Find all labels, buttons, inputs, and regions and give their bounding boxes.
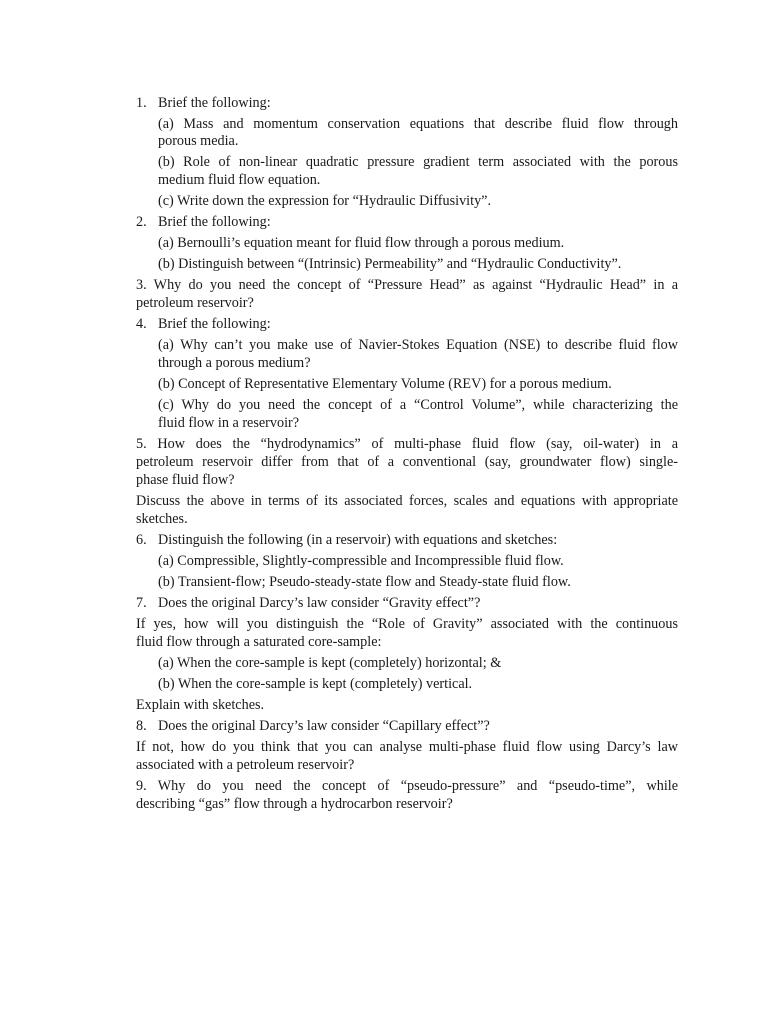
question-text: Brief the following: [158, 316, 271, 332]
subquestion-a-line-2: through a porous medium? [158, 355, 311, 371]
if-yes-line-2: fluid flow through a saturated core-sample: [136, 634, 382, 650]
question-number: 4. [136, 316, 147, 332]
question-number: 1. [136, 95, 147, 111]
subquestion-a-line-2: porous media. [158, 133, 239, 149]
subquestion-b: (b) Transient-flow; Pseudo-steady-state flow and Steady-state fluid flow. [158, 574, 571, 590]
question-line-1: 3. Why do you need the concept of “Pressure Head” as against “Hydraulic Head” in a [136, 277, 678, 293]
question-text: Does the original Darcy’s law consider “Capillary effect”? [158, 718, 490, 734]
subquestion-a: (a) Bernoulli’s equation meant for fluid flow through a porous medium. [158, 235, 565, 251]
if-yes-line-1: If yes, how will you distinguish the “Role of Gravity” associated with the continuous [136, 616, 678, 632]
subquestion-a: (a) Compressible, Slightly-compressible and Incompressible fluid flow. [158, 553, 564, 569]
question-line-1: 5. How does the “hydrodynamics” of multi-phase fluid flow (say, oil-water) in a [136, 436, 678, 452]
if-not-line-1: If not, how do you think that you can analyse multi-phase fluid flow using Darcy’s law [136, 739, 678, 755]
subquestion-a-line-1: (a) Mass and momentum conservation equations that describe fluid flow through [158, 116, 678, 132]
discuss-line-1: Discuss the above in terms of its associated forces, scales and equations with appropriate [136, 493, 678, 509]
question-text: Does the original Darcy’s law consider “Gravity effect”? [158, 595, 481, 611]
question-line-2: describing “gas” flow through a hydrocarbon reservoir? [136, 796, 453, 812]
question-line-2: petroleum reservoir? [136, 295, 254, 311]
subquestion-b: (b) Concept of Representative Elementary Volume (REV) for a porous medium. [158, 376, 612, 392]
subquestion-b-line-1: (b) Role of non-linear quadratic pressure gradient term associated with the porous [158, 154, 678, 170]
question-text: Brief the following: [158, 214, 271, 230]
subquestion-c-line-2: fluid flow in a reservoir? [158, 415, 300, 431]
subquestion-b: (b) Distinguish between “(Intrinsic) Permeability” and “Hydraulic Conductivity”. [158, 256, 622, 272]
subquestion-a: (a) When the core-sample is kept (completely) horizontal; & [158, 655, 502, 671]
subquestion-c-line-1: (c) Why do you need the concept of a “Control Volume”, while characterizing the [158, 397, 678, 413]
subquestion-c: (c) Write down the expression for “Hydraulic Diffusivity”. [158, 193, 492, 209]
question-text: Brief the following: [158, 95, 271, 111]
question-line-1: 9. Why do you need the concept of “pseudo-pressure” and “pseudo-time”, while [136, 778, 678, 794]
question-number: 6. [136, 532, 147, 548]
question-line-3: phase fluid flow? [136, 472, 235, 488]
subquestion-b-line-2: medium fluid flow equation. [158, 172, 321, 188]
if-not-line-2: associated with a petroleum reservoir? [136, 757, 355, 773]
question-line-2: petroleum reservoir differ from that of a conventional (say, groundwater flow) single- [136, 454, 678, 470]
subquestion-b: (b) When the core-sample is kept (completely) vertical. [158, 676, 473, 692]
subquestion-a-line-1: (a) Why can’t you make use of Navier-Stokes Equation (NSE) to describe fluid flow [158, 337, 678, 353]
question-number: 8. [136, 718, 147, 734]
question-number: 2. [136, 214, 147, 230]
discuss-line-2: sketches. [136, 511, 188, 527]
question-number: 7. [136, 595, 147, 611]
question-text: Distinguish the following (in a reservoir) with equations and sketches: [158, 532, 558, 548]
explain-line: Explain with sketches. [136, 697, 265, 713]
